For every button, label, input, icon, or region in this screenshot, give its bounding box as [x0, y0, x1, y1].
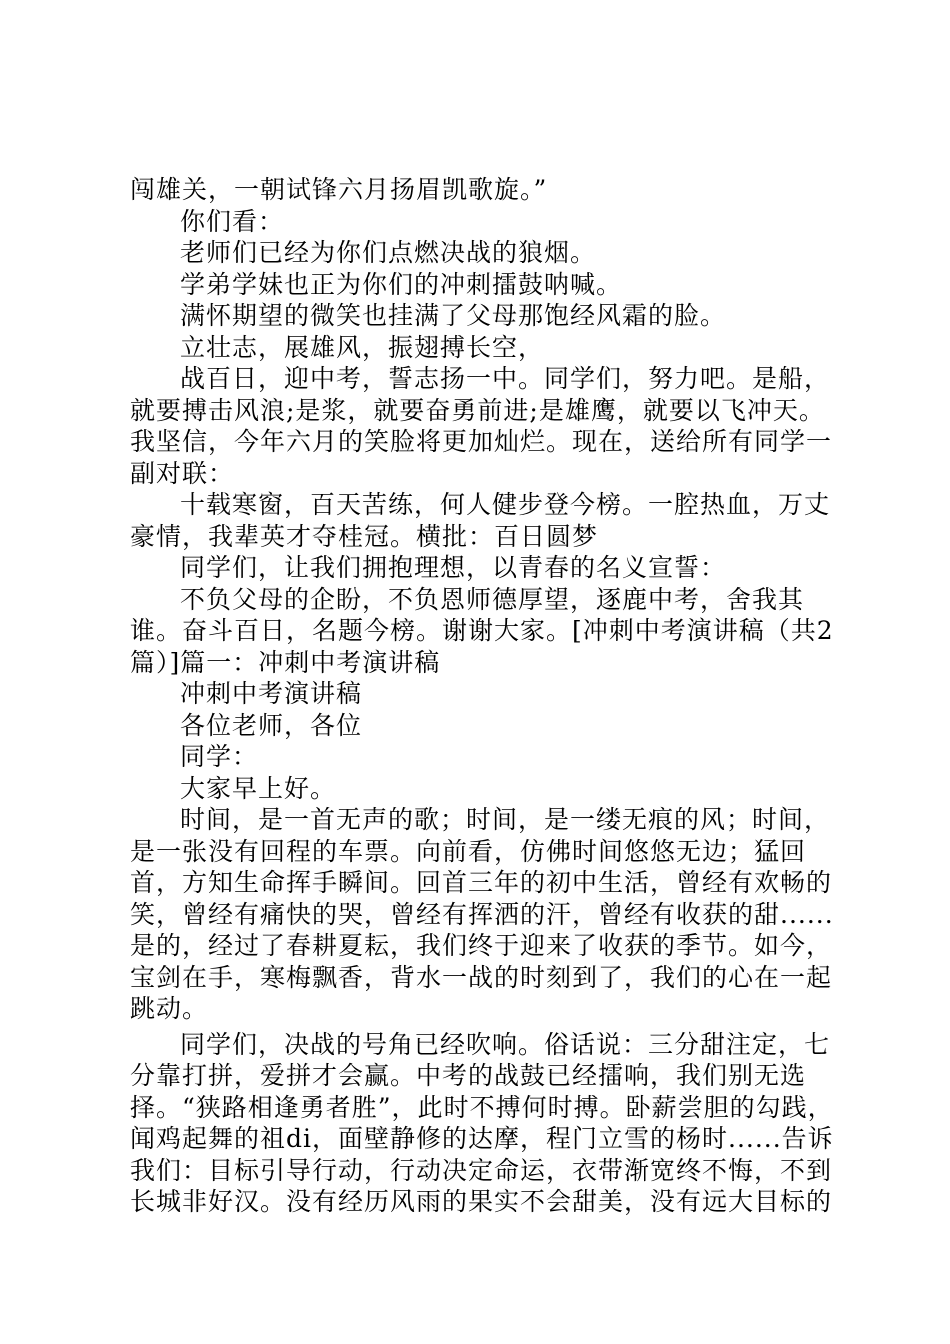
paragraph-7: 战百日，迎中考，誓志扬一中。同学们，努力吧。是船，就要搏击风浪;是浆，就要奋勇前进;是雄鹰，就要以飞冲天。我坚信，今年六月的笑脸将更加灿烂。现在，送给所有同学一副对联： — [130, 364, 833, 488]
paragraph-15: 时间，是一首无声的歌；时间，是一缕无痕的风；时间，是一张没有回程的车票。向前看，仿佛时间悠悠无边；猛回首，方知生命挥手瞬间。回首三年的初中生活，曾经有欢畅的笑，曾经有痛快的哭，曾经有挥洒的汗，曾经有收获的甜......是的，经过了春耕夏耘，我们终于迎来了收获的季节。如今，宝剑在手，寒梅飘香，背水一战的时刻到了，我们的心在一起跳动。 — [130, 805, 834, 1023]
document-body — [130, 174, 840, 1218]
paragraph-1: 闯雄关，一朝试锋六月扬眉凯歌旋。” — [130, 175, 548, 204]
paragraph-5: 满怀期望的微笑也挂满了父母那饱经风霜的脸。 — [180, 301, 727, 330]
paragraph-4: 学弟学妹也正为你们的冲刺擂鼓呐喊。 — [180, 269, 623, 299]
paragraph-13: 同学： — [180, 742, 259, 771]
paragraph-11: 冲刺中考演讲稿 — [180, 679, 363, 708]
paragraph-14: 大家早上好。 — [180, 773, 337, 803]
paragraph-6: 立壮志，展雄风，振翅搏长空， — [180, 332, 545, 362]
paragraph-16: 同学们，决战的号角已经吹响。俗话说：三分甜注定，七分靠打拼，爱拼才会赢。中考的战鼓已经擂响，我们别无选择。“狭路相逢勇者胜”，此时不搏何时搏。卧薪尝胆的勾践，闻鸡起舞的祖di，面壁静修的达摩，程门立雪的杨时......告诉我们：目标引导行动，行动决定命运，衣带渐宽终不悔，不到长城非好汉。没有经历风雨的果实不会甜美，没有远大目标的 — [130, 1029, 834, 1216]
paragraph-9: 同学们，让我们拥抱理想，以青春的名义宣誓： — [180, 553, 727, 582]
paragraph-2: 你们看： — [180, 206, 285, 236]
paragraph-8: 十载寒窗，百天苦练，何人健步登今榜。一腔热血，万丈豪情，我辈英才夺桂冠。横批：百日圆梦 — [130, 490, 831, 551]
paragraph-12: 各位老师，各位 — [180, 710, 363, 740]
paragraph-10: 不负父母的企盼，不负恩师德厚望，逐鹿中考，舍我其谁。奋斗百日，名题今榜。谢谢大家。[冲刺中考演讲稿（共2篇）]篇一：冲刺中考演讲稿 — [130, 584, 834, 677]
paragraph-3: 老师们已经为你们点燃决战的狼烟。 — [180, 238, 597, 267]
